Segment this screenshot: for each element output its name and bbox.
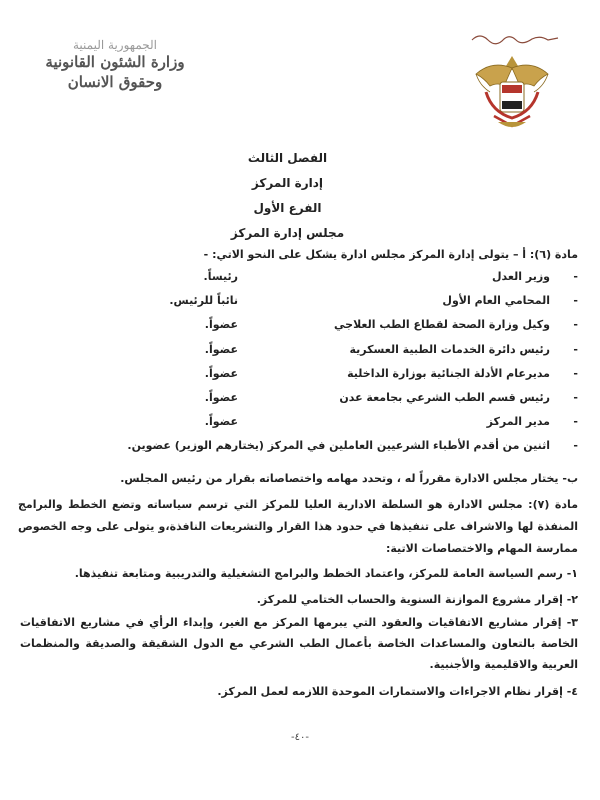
article-7-item: ١- رسم السياسة العامة للمركز، واعتماد الخطط والبرامج التشغيلية والتدريبية ومتابعة تنفيذها. — [74, 567, 578, 580]
article-6-clause-b: ب- يختار مجلس الادارة مقرراً له ، وتحدد مهامه واختصاصاته بقرار من رئيس المجلس. — [120, 472, 578, 485]
member-row — [18, 294, 578, 318]
member-role: عضواً. — [204, 415, 238, 429]
emblem-signature-handwriting — [470, 30, 560, 46]
article-7-item: ٤- إقرار نظام الاجراءات والاستمارات الموحدة اللازمه لعمل المركز. — [217, 685, 578, 698]
member-role: عضواً. — [204, 342, 238, 356]
article-7-text: مادة (٧): مجلس الادارة هو السلطة الادارية العليا للمركز التي ترسم سياساته وتضع الخطط والبرامج المنفذة لها والاشراف على تنفيذها في حدود هذا القرار والتشريعات النافذة،و يتولى على وجه الخصوص ممارسة المهام والاختصاصات الاتية: — [18, 498, 578, 555]
member-title: وكيل وزارة الصحة لقطاع الطب العلاجي — [334, 318, 550, 332]
list-dash: - — [573, 294, 578, 308]
list-dash: - — [573, 390, 578, 404]
member-title: وزير العدل — [492, 270, 550, 283]
member-row — [18, 391, 578, 415]
ministry-name-line2: وحقوق الانسان — [67, 73, 163, 91]
member-row — [18, 318, 578, 342]
member-title: رئيس قسم الطب الشرعي بجامعة عدن — [339, 390, 550, 404]
list-dash: - — [573, 366, 578, 380]
member-title: المحامي العام الأول — [442, 294, 550, 308]
ministry-name-line1: وزارة الشئون القانونية — [45, 53, 185, 71]
member-role: عضواً. — [204, 318, 238, 332]
member-title: رئيس دائرة الخدمات الطبية العسكرية — [349, 342, 550, 356]
article-6-intro: مادة (٦): أ – يتولى إدارة المركز مجلس ادارة يشكل على النحو الاتي: - — [203, 248, 578, 261]
member-text: اثنين من أقدم الأطباء الشرعيين العاملين في المركز (يختارهم الوزير) عضوين. — [127, 439, 550, 453]
member-row — [18, 367, 578, 391]
council-title: مجلس إدارة المركز — [230, 226, 345, 240]
list-dash: - — [573, 415, 578, 429]
member-title: مدير المركز — [486, 415, 550, 429]
list-dash: - — [573, 439, 578, 453]
council-members-list — [18, 270, 578, 464]
list-dash: - — [573, 342, 578, 356]
article-7-item: ٢- إقرار مشروع الموازنة السنوية والحساب الختامي للمركز. — [256, 593, 578, 606]
member-role: نائباً للرئيس. — [169, 294, 238, 308]
member-title: مديرعام الأدلة الجنائية بوزارة الداخلية — [347, 366, 550, 380]
member-row — [18, 343, 578, 367]
republic-signature: الجمهورية اليمنية — [72, 38, 157, 52]
ministry-header — [30, 38, 200, 92]
eagle-emblem-icon — [472, 52, 552, 134]
chapter-title: الفصل الثالث — [247, 151, 328, 165]
member-role: عضواً. — [204, 366, 238, 380]
section-title: إدارة المركز — [251, 176, 324, 190]
branch-title: الفرع الأول — [253, 201, 322, 215]
member-row-last — [18, 439, 578, 463]
member-row — [18, 270, 578, 294]
member-role: عضواً. — [204, 390, 238, 404]
article-7-item: ٣- إقرار مشاريع الاتفاقيات والعقود التي يبرمها المركز مع الغير، وإبداء الرأي في مشاريع الاتفاقيات الخاصة بالتعاون والمساعدات الخاصة بأعمال الطب الشرعي مع الدول الشقيقة والصديقة والمنظمات العربية والاقليمية والأجنبية. — [20, 616, 578, 671]
page-number: -٤٠- — [291, 732, 309, 743]
document-titles — [0, 146, 600, 246]
list-dash: - — [573, 318, 578, 332]
member-row — [18, 415, 578, 439]
member-role: رئيساً. — [203, 270, 238, 283]
list-dash: - — [573, 270, 578, 283]
